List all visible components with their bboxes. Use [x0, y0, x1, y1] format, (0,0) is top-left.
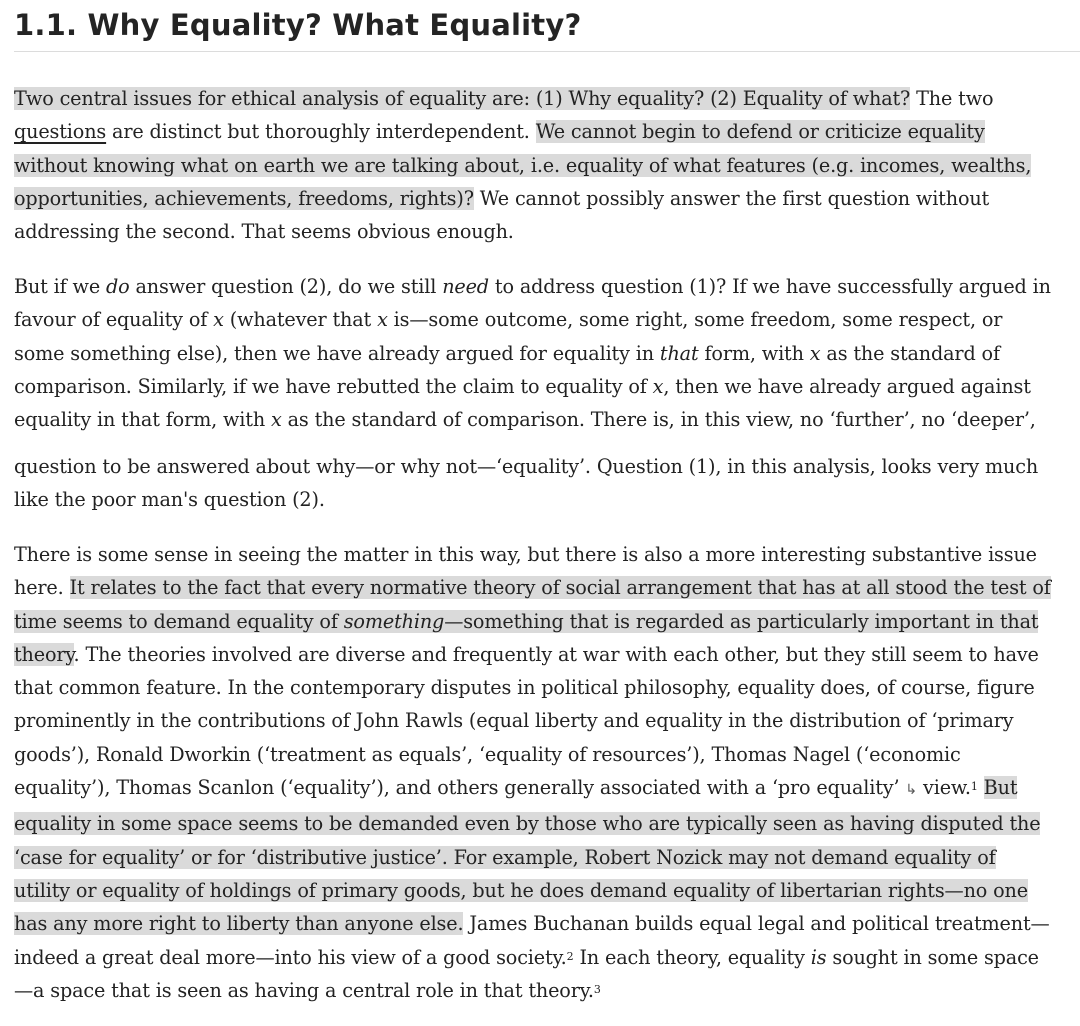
paragraph-2-continued [14, 450, 1080, 517]
emphasis: do [105, 275, 130, 298]
paragraph-1 [14, 82, 1080, 248]
paragraph-3 [14, 538, 1080, 1007]
text-segment: In each theory, equality [573, 945, 811, 969]
text-line [14, 337, 1080, 370]
text-segment: We cannot possibly answer the first question without [473, 186, 990, 210]
highlighted-text[interactable]: utility or equality of holdings of primary goods, but he does demand equality of libertarian rights—no one [14, 878, 1028, 902]
text-line: There is some sense in seeing the matter in this way, but there is also a more interesting substantive issue [14, 543, 1037, 566]
text-line: prominently in the contributions of John Rawls (equal liberty and equality in the distribution of ‘primary [14, 709, 1014, 733]
text-line [14, 149, 1080, 182]
text-line [14, 82, 1080, 115]
text-segment: as the standard of comparison. There is, in this view, no ‘further’, no ‘deeper’, [281, 408, 1036, 432]
highlighted-text[interactable]: equality in some space seems to be demanded even by those who are typically seen as having disputed the [14, 812, 1041, 836]
text-segment: The two [910, 87, 994, 110]
emphasis: x [809, 341, 821, 365]
text-line: that common feature. In the contemporary disputes in political philosophy, equality does, of course, figure [14, 676, 1035, 700]
text-segment: answer question (2), do we still [129, 275, 443, 298]
text-segment: But if we [14, 275, 106, 298]
highlighted-text[interactable]: Two central issues for ethical analysis of equality are: (1) Why equality? (2) Equality of what? [14, 87, 911, 110]
text-segment: here. [14, 576, 70, 600]
paragraph-2 [14, 270, 1080, 436]
text-line [14, 571, 1080, 604]
text-segment: as the standard of [820, 341, 1000, 365]
highlighted-text[interactable]: theory [14, 642, 74, 666]
text-segment: —something that is regarded as particularly important in that [444, 609, 1039, 633]
text-line [14, 807, 1080, 840]
text-segment: is—some outcome, some right, some freedom, some respect, or [387, 308, 1003, 332]
text-segment: . The theories involved are diverse and frequently at war with each other, but they still seem to have [73, 642, 1039, 666]
emphasis: x [271, 408, 282, 432]
text-segment: form, with [698, 341, 810, 365]
section-heading: 1.1. Why Equality? What Equality? [14, 8, 582, 42]
highlighted-text[interactable]: opportunities, achievements, freedoms, rights)? [14, 186, 474, 210]
text-segment: James Buchanan builds equal legal and political treatment— [463, 912, 1050, 936]
emphasis: x [213, 308, 224, 332]
text-segment: , then we have already argued against [663, 374, 1031, 398]
text-line [14, 771, 1080, 807]
text-segment: comparison. Similarly, if we have rebutted the claim to equality of [14, 374, 653, 398]
highlighted-text[interactable]: ‘case for equality’ or for ‘distributive justice’. For example, Robert Nozick may not demand equality of [14, 845, 996, 869]
text-line: question to be answered about why—or why not—‘equality’. Question (1), in this analysis, looks very much [14, 455, 1039, 478]
text-segment: sought in some space [826, 945, 1039, 969]
text-line: addressing the second. That seems obvious enough. [14, 220, 514, 244]
text-segment: time seems to demand equality of [14, 609, 344, 633]
highlighted-text[interactable]: We cannot begin to defend or criticize equality [535, 120, 985, 144]
text-line [14, 841, 1080, 874]
text-line [14, 370, 1080, 403]
text-line: like the poor man's question (2). [14, 488, 325, 512]
footnote-3-marker[interactable]: 3 [593, 982, 601, 996]
text-line [14, 182, 1080, 215]
emphasis: x [652, 374, 664, 398]
text-line [14, 403, 1080, 436]
highlighted-text[interactable]: It relates to the fact that every normative theory of social arrangement that has at all stood the test of [69, 576, 1051, 600]
highlighted-text[interactable] [14, 610, 1038, 633]
text-segment: favour of equality of [14, 308, 214, 332]
text-line: goods’), Ronald Dworkin (‘treatment as equals’, ‘equality of resources’), Thomas Nagel (‘economic [14, 742, 961, 766]
text-line [14, 638, 1080, 671]
text-line [14, 974, 1080, 1007]
emphasis: is [810, 945, 827, 969]
text-segment: view. [923, 776, 971, 800]
footnote-2-marker[interactable]: 2 [566, 949, 574, 963]
text-segment: some something else), then we have already argued for equality in [14, 341, 660, 365]
return-arrow-icon[interactable]: ↳ [905, 782, 918, 799]
text-line [14, 115, 1080, 148]
highlighted-text[interactable]: has any more right to liberty than anyone else. [14, 912, 464, 936]
text-segment: —a space that is seen as having a central role in that theory. [14, 978, 594, 1002]
text-segment: equality’), Thomas Scanlon (‘equality’), and others generally associated with a ‘pro equality’ [14, 776, 900, 800]
heading-divider [14, 51, 1080, 52]
emphasis: x [377, 308, 388, 332]
text-segment: are distinct but thoroughly interdependent. [106, 120, 536, 144]
text-line [14, 270, 1080, 303]
emphasis: something [343, 609, 445, 633]
text-segment: (whatever that [223, 308, 378, 332]
text-segment: indeed a great deal more—into his view of a good society. [14, 945, 567, 969]
text-line [14, 303, 1080, 336]
text-line [14, 874, 1080, 907]
text-segment: to address question (1)? If we have successfully argued in [488, 275, 1051, 298]
questions-link[interactable]: questions [14, 120, 107, 144]
text-line [14, 941, 1080, 974]
text-segment: equality in that form, with [14, 408, 272, 432]
highlighted-text[interactable]: without knowing what on earth we are talking about, i.e. equality of what features (e.g. incomes, wealths, [14, 153, 1032, 177]
emphasis: that [659, 341, 699, 365]
highlighted-text[interactable]: But [983, 776, 1018, 800]
text-line [14, 907, 1080, 940]
text-line [14, 605, 1080, 638]
footnote-1-marker[interactable]: 1 [970, 780, 978, 794]
emphasis: need [442, 275, 489, 298]
